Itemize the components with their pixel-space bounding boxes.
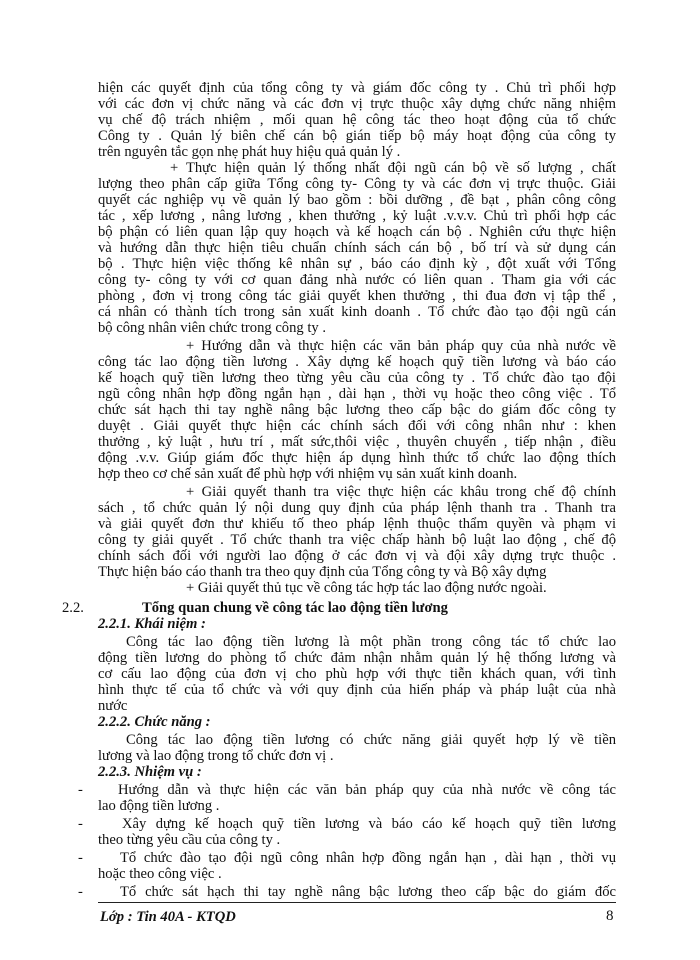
text-line: ngũ công nhân hợp đồng ngắn hạn , dài hạn , thời vụ hoặc theo công việc . Tổ [98, 386, 616, 402]
bullet-text: Tổ chức sát hạch thi tay nghề nâng bậc lương theo cấp bậc do giám đốc [120, 884, 616, 900]
bullet-text: theo từng yêu cầu của công ty . [98, 832, 281, 848]
text-line: bộ phận có liên quan lập quy hoạch và kế hoạch cán bộ . Nghiên cứu thực hiện [98, 224, 616, 240]
page-number: 8 [606, 908, 614, 924]
bullet-marker: - [78, 884, 83, 900]
bullet-text: Hướng dẫn và thực hiện các văn bản pháp quy của nhà nước về công tác [118, 782, 616, 798]
text-line: công ty giải quyết . Tổ chức thanh tra việc chấp hành bộ luật lao động , chế độ [98, 532, 616, 548]
text-line: Công ty . Quản lý biên chế cán bộ gián tiếp bộ máy hoạt động của công ty [98, 128, 616, 144]
text-line: với các đơn vị chức năng và các đơn vị trực thuộc xây dựng chức năng nhiệm [98, 96, 616, 112]
text-line: + Thực hiện quản lý thống nhất đội ngũ cán bộ về số lượng , chất [170, 160, 616, 176]
text-line: phòng , đơn vị trong công tác giải quyết khen thưởng , thi đua đơn vị tập thể , [98, 288, 616, 304]
text-line: hiện các quyết định của tổng công ty và giám đốc công ty . Chủ trì phối hợp [98, 80, 616, 96]
text-line: sách , tổ chức quản lý nội dung quy định của pháp lệnh thanh tra . Thanh tra [98, 500, 616, 516]
bullet-text: Xây dựng kế hoạch quỹ tiền lương và báo cáo kế hoạch quỹ tiền lương [122, 816, 616, 832]
text-line: + Hướng dẫn và thực hiện các văn bản pháp quy của nhà nước về [186, 338, 616, 354]
section-number: 2.2. [62, 600, 84, 616]
bullet-text: Tổ chức đào tạo đội ngũ công nhân hợp đồng ngắn hạn , dài hạn , thời vụ [120, 850, 616, 866]
footer-rule [98, 902, 616, 903]
bullet-text: lao động tiền lương . [98, 798, 220, 814]
text-line: chức sát hạch thi tay nghề nâng bậc lương theo cấp bậc do giám đốc công ty [98, 402, 616, 418]
text-line: chính sách đối với người lao động ở các đơn vị và đội xây dựng trực thuộc . [98, 548, 616, 564]
text-line: bộ . Thực hiện việc thống kê nhân sự , báo cáo định kỳ , đột xuất với Tổng [98, 256, 616, 272]
text-line: tác , xếp lương , nâng lương , khen thưởng , kỷ luật .v.v.v. Chủ trì phối hợp các [98, 208, 616, 224]
subsection-heading: 2.2.2. Chức năng : [98, 714, 211, 730]
text-line: Công tác lao động tiền lương là một phần trong công tác tổ chức lao [126, 634, 616, 650]
bullet-marker: - [78, 850, 83, 866]
text-line: cá nhân có thành tích trong sản xuất kinh doanh . Tổ chức đào tạo đội ngũ cán [98, 304, 616, 320]
text-line: và giải quyết đơn thư khiếu tố theo pháp lệnh thuộc thẩm quyền và phạm vi [98, 516, 616, 532]
text-line: bộ công nhân viên chức trong công ty . [98, 320, 326, 336]
text-line: lương và lao động trong tổ chức đơn vị . [98, 748, 334, 764]
text-line: trên nguyên tắc gọn nhẹ phát huy hiệu quả quản lý . [98, 144, 401, 160]
text-line: duyệt . Giải quyết thực hiện các chính sách đối với công nhân như : khen [98, 418, 616, 434]
bullet-marker: - [78, 782, 83, 798]
text-line: thưởng , kỷ luật , hưu trí , mất sức,thôi việc , thuyên chuyển , tiếp nhận , điều [98, 434, 616, 450]
text-line: lượng theo phân cấp giữa Tổng công ty- Công ty và các đơn vị trực thuộc. Giải [98, 176, 616, 192]
text-line: hợp theo cơ chế sản xuất để phù hợp với nhiệm vụ sản xuất kinh doanh. [98, 466, 518, 482]
text-line: động .v.v. Giúp giám đốc thực hiện áp dụng hình thức tổ chức lao động thích [98, 450, 616, 466]
text-line: nước [98, 698, 128, 714]
text-line: hình thực tế của tổ chức và với quy định của hiến pháp và pháp luật của nhà [98, 682, 616, 698]
text-line: Công tác lao động tiền lương có chức năng giải quyết hợp lý về tiền [126, 732, 616, 748]
text-line: và hướng dẫn thực hiện tiêu chuẩn chính sách cán bộ , bố trí và sử dụng cán [98, 240, 616, 256]
bullet-text: hoặc theo công việc . [98, 866, 222, 882]
text-line: Thực hiện báo cáo thanh tra theo quy định của Tổng công ty và Bộ xây dựng [98, 564, 547, 580]
footer-class-label: Lớp : Tin 40A - KTQD [100, 909, 236, 925]
text-line: công ty- công ty với cơ quan đảng nhà nước có liên quan . Tham gia với các [98, 272, 616, 288]
text-line: quyết các nghiệp vụ về quản lý bao gồm : bồi dưỡng , đề bạt , phân công công [98, 192, 616, 208]
subsection-heading: 2.2.1. Khái niệm : [98, 616, 206, 632]
text-line: cơ cấu lao động của đơn vị cho phù hợp với thực tiễn khách quan, với tình [98, 666, 616, 682]
section-title: Tổng quan chung về công tác lao động tiền lương [142, 600, 448, 616]
text-line: + Giải quyết thủ tục về công tác hợp tác lao động nước ngoài. [186, 580, 547, 596]
text-line: + Giải quyết thanh tra việc thực hiện các khâu trong chế độ chính [186, 484, 616, 500]
bullet-marker: - [78, 816, 83, 832]
subsection-heading: 2.2.3. Nhiệm vụ : [98, 764, 202, 780]
text-line: kế hoạch quỹ tiền lương theo từng yêu cầu của công ty . Tổ chức đào tạo đội [98, 370, 616, 386]
text-line: vụ chế độ trách nhiệm , mối quan hệ công tác theo hoạt động của tổ chức [98, 112, 616, 128]
text-line: động tiền lương do phòng tổ chức đảm nhận nhằm quản lý hệ thống lương và [98, 650, 616, 666]
text-line: công tác lao động tiền lương . Xây dựng kế hoạch quỹ tiền lương và báo cáo [98, 354, 616, 370]
